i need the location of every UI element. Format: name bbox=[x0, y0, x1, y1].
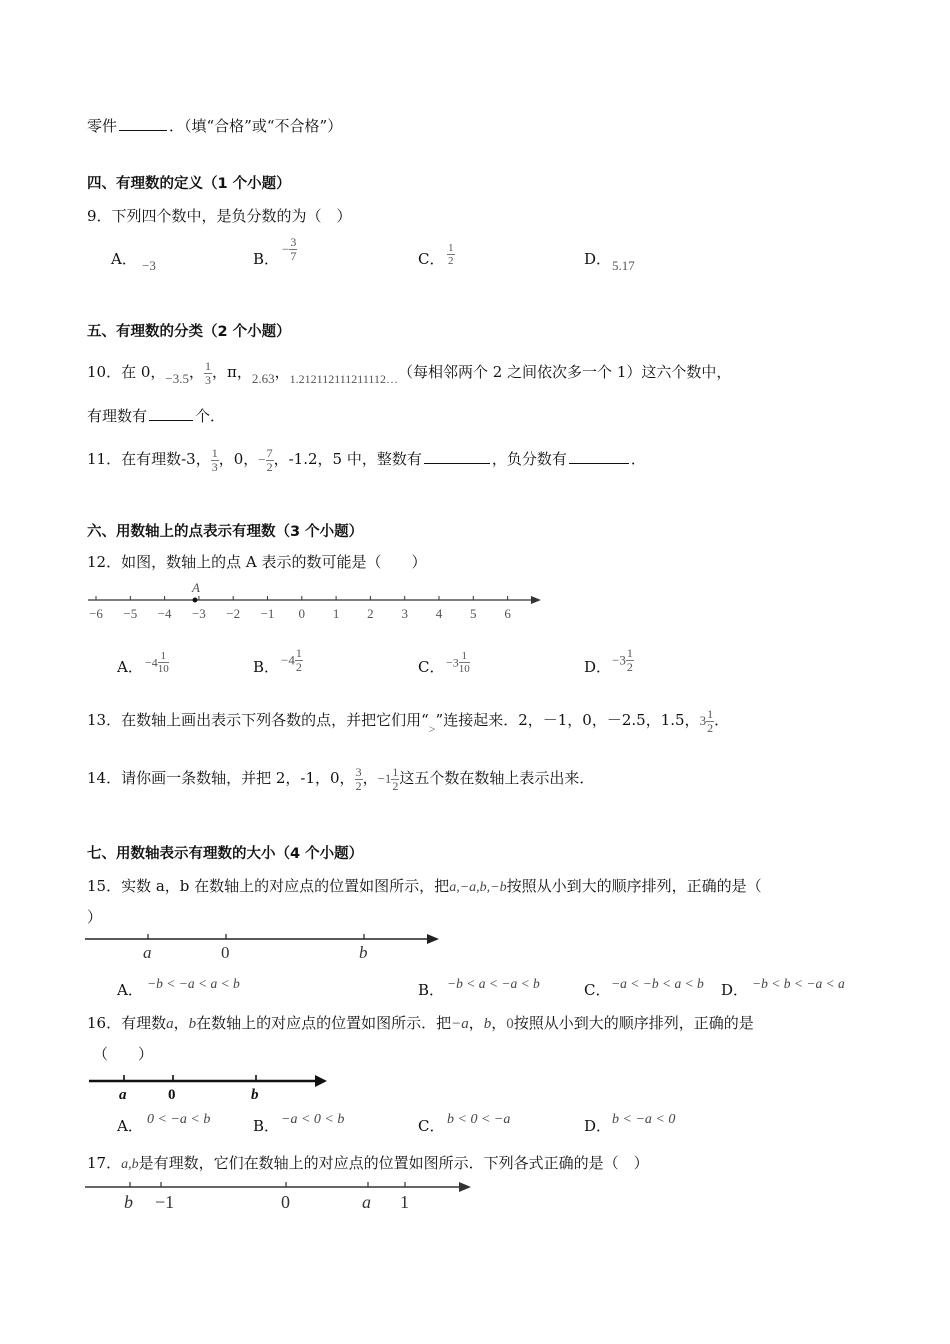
option-c[interactable]: C． bbox=[584, 981, 611, 999]
option-b-value: −4 $\frac{1}{2}$ bbox=[281, 646, 302, 674]
option-d-value: b < −a < 0 bbox=[612, 1112, 676, 1127]
section-heading: 六、用数轴上的点表示有理数（3 个小题） bbox=[87, 524, 364, 540]
tick-label: −4 bbox=[157, 606, 172, 621]
section-heading: 四、有理数的定义（1 个小题） bbox=[87, 176, 291, 192]
label-minus-1: −1 bbox=[155, 1192, 175, 1212]
option-d[interactable]: D． bbox=[584, 250, 612, 268]
option-c-value: −3 $\frac{1}{10}$ bbox=[446, 650, 470, 675]
tick-label: 6 bbox=[504, 606, 511, 621]
tick-label: 0 bbox=[298, 606, 306, 621]
option-d[interactable]: D． bbox=[721, 981, 749, 999]
point-a bbox=[193, 598, 198, 603]
question-15-cont: ） bbox=[87, 908, 103, 926]
option-a-value: −4 $\frac{1}{10}$ bbox=[145, 650, 169, 675]
tick-label: 3 bbox=[401, 606, 408, 621]
label-a: a bbox=[362, 1192, 371, 1212]
label-b: b bbox=[124, 1192, 133, 1212]
section-heading: 五、有理数的分类（2 个小题） bbox=[87, 324, 291, 340]
tick-label: 1 bbox=[332, 606, 340, 621]
label-a: a bbox=[143, 943, 152, 962]
intro-line: 零件 ．（填“合格”或“不合格”） bbox=[87, 117, 343, 135]
option-d[interactable]: D． bbox=[584, 1117, 612, 1135]
option-c[interactable]: C． bbox=[418, 250, 445, 268]
option-a[interactable]: A． bbox=[117, 981, 143, 999]
option-d[interactable]: D． bbox=[584, 658, 612, 676]
point-a-label: A bbox=[192, 580, 200, 595]
option-b[interactable]: B． bbox=[253, 658, 280, 676]
option-d-value: 5.17 bbox=[612, 258, 635, 273]
question-12: 12．如图，数轴上的点 A 表示的数可能是（ ） bbox=[87, 553, 427, 571]
question-9: 9．下列四个数中，是负分数的为（ ） bbox=[87, 207, 352, 225]
tick-label: 5 bbox=[470, 606, 477, 621]
tick-label: −5 bbox=[123, 606, 138, 621]
axis-arrow bbox=[459, 1182, 471, 1192]
option-c[interactable]: C． bbox=[418, 1117, 445, 1135]
number-line-q16 bbox=[85, 1070, 335, 1106]
tick-label: −6 bbox=[89, 606, 103, 621]
option-c[interactable]: C． bbox=[418, 658, 445, 676]
option-a-value: −3 bbox=[142, 258, 156, 273]
number-line-q17 bbox=[85, 1175, 480, 1217]
tick-label: −3 bbox=[191, 606, 206, 621]
question-15: 15．实数 a，b 在数轴上的对应点的位置如图所示，把a,−a,b,−b按照从小到大的顺序排列，正确的是（ bbox=[87, 877, 762, 895]
option-b[interactable]: B． bbox=[418, 981, 445, 999]
option-d-value: −3 $\frac{1}{2}$ bbox=[612, 646, 633, 674]
option-c-value: $\frac{1}{2}$ bbox=[448, 242, 454, 267]
option-b[interactable]: B． bbox=[253, 1117, 280, 1135]
question-13: 13．在数轴上画出表示下列各数的点，并把它们用“$_>$”连接起来．2，－1，0，－2.5，1.5，3 $\frac{1}{2}$ ． bbox=[87, 706, 730, 736]
axis-arrow bbox=[315, 1075, 327, 1087]
label-1: 1 bbox=[400, 1192, 409, 1212]
option-a[interactable]: A． bbox=[111, 250, 137, 268]
option-b-value: −a < 0 < b bbox=[281, 1112, 345, 1127]
option-a-value: 0 < −a < b bbox=[147, 1112, 211, 1127]
tick-label: −2 bbox=[226, 606, 241, 621]
question-17: 17．a,b是有理数，它们在数轴上的对应点的位置如图所示．下列各式正确的是（ ） bbox=[87, 1154, 649, 1172]
number-line-q12 bbox=[85, 575, 545, 625]
option-a[interactable]: A． bbox=[117, 1117, 143, 1135]
option-d-value: −b < b < −a < a bbox=[752, 976, 845, 991]
tick-label: 4 bbox=[435, 606, 443, 621]
question-16-cont: （ ） bbox=[93, 1045, 154, 1063]
option-a[interactable]: A． bbox=[117, 658, 143, 676]
question-10-cont: 有理数有 个． bbox=[87, 407, 226, 425]
option-a-value: −b < −a < a < b bbox=[147, 976, 240, 991]
option-c-value: b < 0 < −a bbox=[447, 1112, 511, 1127]
question-10: 10．在 0，−3.5， $\frac{1}{3}$ ，π，2.63，$_{1.212112111211112\dots}$（每相邻两个 2 之间依次多一个 1）这六个数中， bbox=[87, 358, 732, 387]
tick-label: 2 bbox=[367, 606, 374, 621]
number-line-q15 bbox=[85, 925, 445, 965]
label-a: a bbox=[119, 1087, 127, 1103]
option-b-value: −b < a < −a < b bbox=[447, 976, 540, 991]
tick-label: −1 bbox=[260, 606, 275, 621]
question-14: 14．请你画一条数轴，并把 2，-1，0， $\frac{3}{2}$ ，−1 $\frac{1}{2}$ 这五个数在数轴上表示出来． bbox=[87, 764, 595, 793]
label-b: b bbox=[251, 1087, 259, 1103]
option-b-value: − $\frac{3}{7}$ bbox=[282, 235, 297, 263]
axis-arrow bbox=[427, 934, 439, 944]
answer-blank[interactable] bbox=[424, 462, 490, 464]
option-b[interactable]: B． bbox=[253, 250, 280, 268]
axis-arrow bbox=[531, 596, 541, 604]
label-0: 0 bbox=[168, 1087, 176, 1103]
label-0: 0 bbox=[221, 943, 230, 962]
section-heading: 七、用数轴表示有理数的大小（4 个小题） bbox=[87, 846, 364, 862]
label-b: b bbox=[359, 943, 368, 962]
answer-blank[interactable] bbox=[119, 129, 167, 131]
option-c-value: −a < −b < a < b bbox=[611, 976, 704, 991]
question-16: 16．有理数a，b在数轴上的对应点的位置如图所示．把−a，b，0按照从小到大的顺序排列，正确的是 bbox=[87, 1014, 754, 1032]
answer-blank[interactable] bbox=[569, 462, 629, 464]
answer-blank[interactable] bbox=[149, 419, 193, 421]
question-11: 11．在有理数-3， $\frac{1}{3}$ ，0，− $\frac{7}{2}$ ，-1.2，5 中，整数有 ，负分数有 ． bbox=[87, 445, 646, 474]
label-0: 0 bbox=[281, 1192, 290, 1212]
